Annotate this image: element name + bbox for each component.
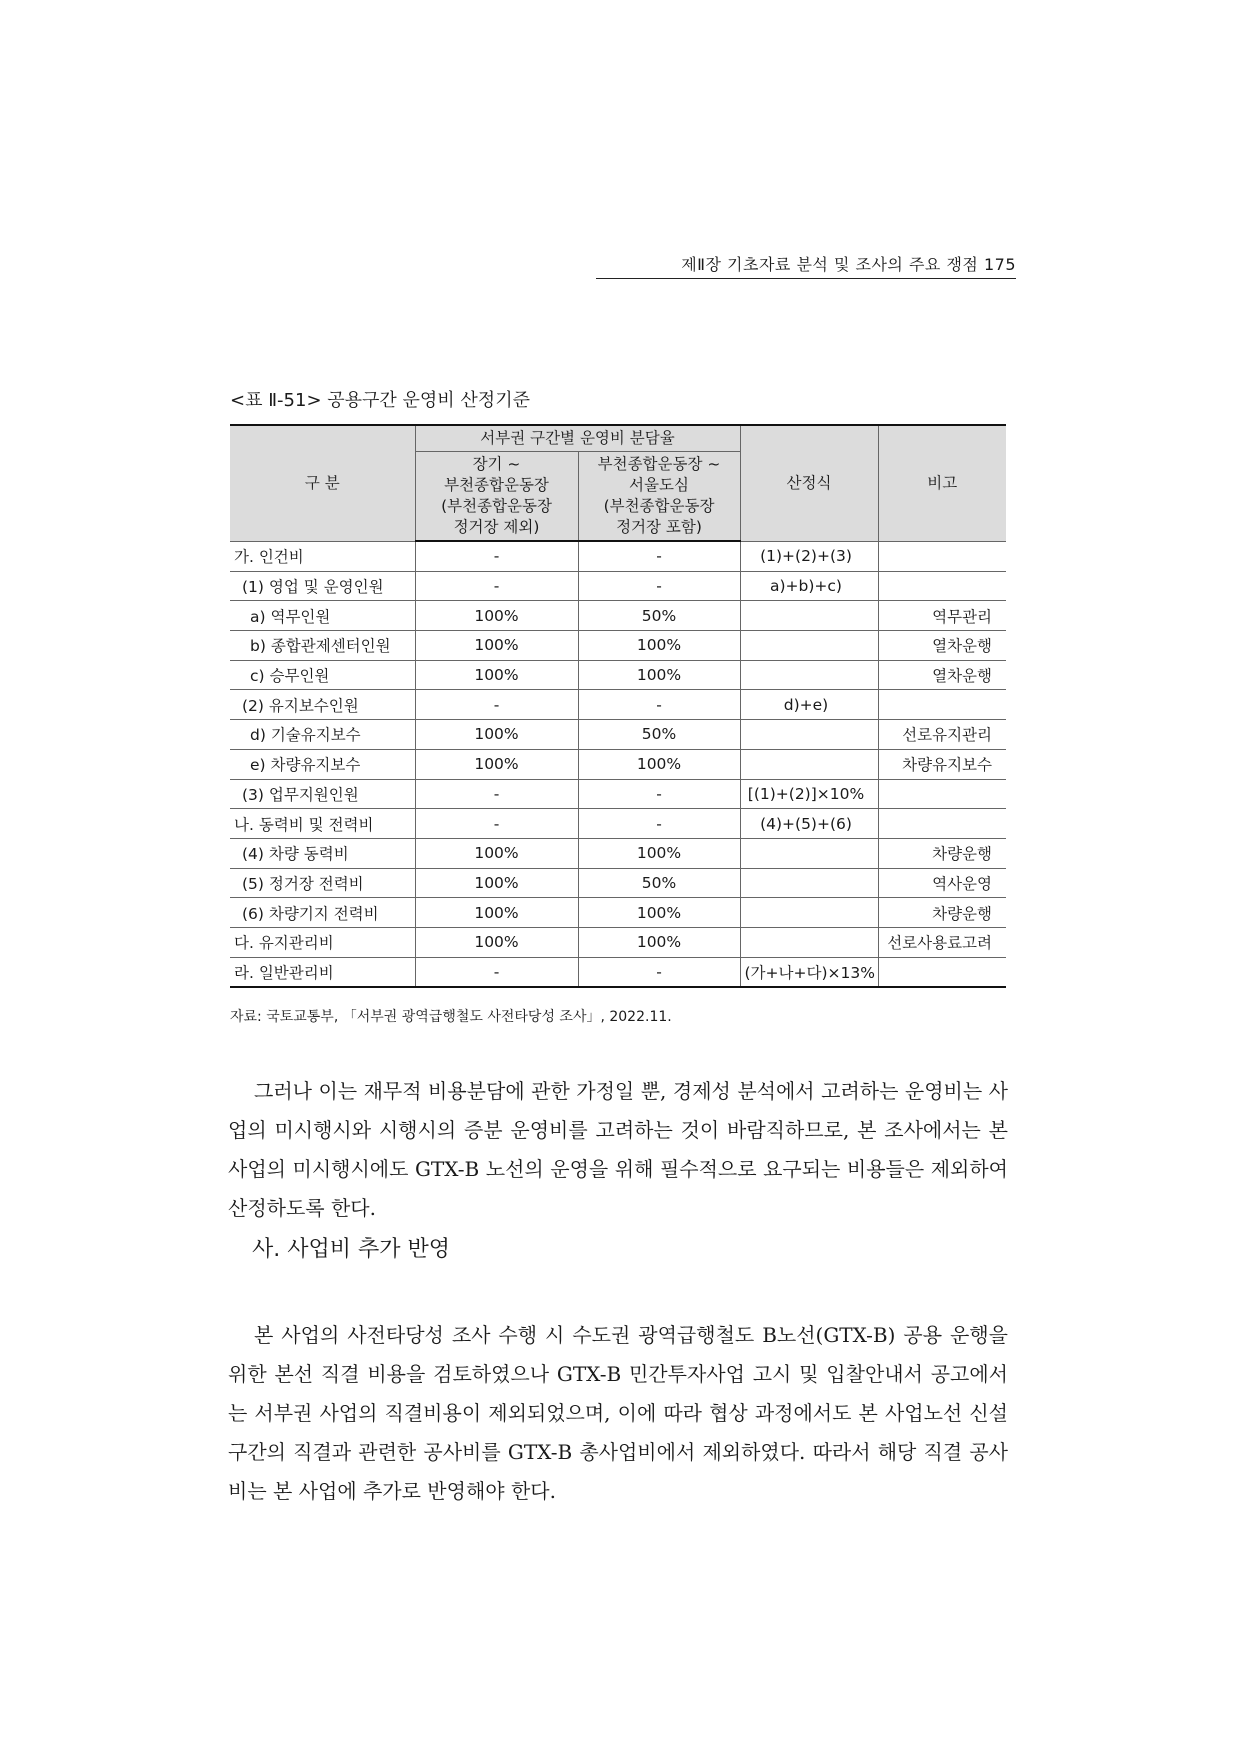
formula-cell — [740, 601, 878, 631]
table-row — [230, 601, 1006, 631]
remarks-cell: 역사운영 — [878, 868, 1006, 898]
table-row — [230, 809, 1006, 839]
formula-cell: (가+나+다)×13% — [740, 957, 878, 987]
cost-table-wrapper — [230, 424, 1006, 988]
share-section-b: - — [578, 957, 740, 987]
row-label: (4) 차량 동력비 — [230, 838, 415, 868]
table-row — [230, 660, 1006, 690]
remarks-cell: 역무관리 — [878, 601, 1006, 631]
remarks-cell — [878, 809, 1006, 839]
header-section-b-line: 서울도심 — [629, 476, 689, 494]
header-section-a-line: 부천종합운동장 — [444, 476, 549, 494]
running-header: 제Ⅱ장 기초자료 분석 및 조사의 주요 쟁점 175 — [596, 252, 1016, 279]
header-section-b — [578, 452, 740, 542]
table-row — [230, 779, 1006, 809]
remarks-cell — [878, 571, 1006, 601]
formula-cell: a)+b)+c) — [740, 571, 878, 601]
row-label: b) 종합관제센터인원 — [230, 631, 415, 661]
remarks-cell — [878, 779, 1006, 809]
share-section-a: 100% — [415, 601, 578, 631]
share-section-b: 50% — [578, 720, 740, 750]
share-section-b: 100% — [578, 898, 740, 928]
row-label: 라. 일반관리비 — [230, 957, 415, 987]
header-share-group: 서부권 구간별 운영비 분담율 — [415, 425, 740, 452]
share-section-a: - — [415, 541, 578, 571]
share-section-b: 100% — [578, 749, 740, 779]
section-heading: 사. 사업비 추가 반영 — [252, 1237, 450, 1262]
share-section-b: 100% — [578, 660, 740, 690]
header-formula: 산정식 — [740, 425, 878, 541]
share-section-b: - — [578, 690, 740, 720]
header-section-b-line: 부천종합운동장 ~ — [597, 455, 721, 473]
share-section-a: 100% — [415, 720, 578, 750]
share-section-a: - — [415, 957, 578, 987]
share-section-b: 50% — [578, 601, 740, 631]
share-section-a: - — [415, 571, 578, 601]
table-row — [230, 927, 1006, 957]
formula-cell: d)+e) — [740, 690, 878, 720]
row-label: e) 차량유지보수 — [230, 749, 415, 779]
row-label: d) 기술유지보수 — [230, 720, 415, 750]
share-section-b: - — [578, 809, 740, 839]
row-label: 나. 동력비 및 전력비 — [230, 809, 415, 839]
formula-cell — [740, 868, 878, 898]
table-caption: <표 Ⅱ-51> 공용구간 운영비 산정기준 — [230, 390, 530, 411]
formula-cell — [740, 660, 878, 690]
header-section-a-line: (부천종합운동장 — [441, 497, 552, 515]
share-section-a: 100% — [415, 898, 578, 928]
header-section-b-line: (부천종합운동장 — [603, 497, 715, 515]
table-row — [230, 898, 1006, 928]
header-remarks: 비고 — [878, 425, 1006, 541]
share-section-b: 50% — [578, 868, 740, 898]
share-section-b: - — [578, 571, 740, 601]
table-row — [230, 541, 1006, 571]
share-section-a: - — [415, 779, 578, 809]
header-section-a-line: 장기 ~ — [472, 455, 521, 473]
row-label: (5) 정거장 전력비 — [230, 868, 415, 898]
formula-cell — [740, 898, 878, 928]
body-paragraph-2: 본 사업의 사전타당성 조사 수행 시 수도권 광역급행철도 B노선(GTX-B) 공용 운행을 위한 본선 직결 비용을 검토하였으나 GTX-B 민간투자사업 고시 및 입찰안내서 공고에서는 서부권 사업의 직결비용이 제외되었으며, 이에 따라 협상 과정에서도 본 사업노선 신설구간의 직결과 관련한 공사비를 GTX-B 총사업비에서 제외하였다. 따라서 해당 직결 공사비는 본 사업에 추가로 반영해야 한다. — [228, 1323, 1008, 1503]
remarks-cell — [878, 957, 1006, 987]
row-label: (3) 업무지원인원 — [230, 779, 415, 809]
table-row — [230, 749, 1006, 779]
formula-cell — [740, 720, 878, 750]
operating-cost-table — [230, 424, 1006, 988]
remarks-cell: 차량유지보수 — [878, 749, 1006, 779]
table-row — [230, 571, 1006, 601]
formula-cell — [740, 631, 878, 661]
formula-cell — [740, 749, 878, 779]
table-row — [230, 868, 1006, 898]
header-section-b-line: 정거장 포함) — [616, 518, 702, 536]
share-section-a: 100% — [415, 927, 578, 957]
row-label: a) 역무인원 — [230, 601, 415, 631]
share-section-b: - — [578, 541, 740, 571]
formula-cell: (1)+(2)+(3) — [740, 541, 878, 571]
remarks-cell: 열차운행 — [878, 660, 1006, 690]
remarks-cell — [878, 690, 1006, 720]
share-section-a: - — [415, 809, 578, 839]
share-section-a: 100% — [415, 631, 578, 661]
share-section-b: 100% — [578, 631, 740, 661]
row-label: 가. 인건비 — [230, 541, 415, 571]
share-section-a: 100% — [415, 660, 578, 690]
row-label: (6) 차량기지 전력비 — [230, 898, 415, 928]
share-section-b: 100% — [578, 838, 740, 868]
formula-cell: [(1)+(2)]×10% — [740, 779, 878, 809]
header-category: 구 분 — [230, 425, 415, 541]
remarks-cell: 열차운행 — [878, 631, 1006, 661]
formula-cell: (4)+(5)+(6) — [740, 809, 878, 839]
remarks-cell: 차량운행 — [878, 838, 1006, 868]
remarks-cell: 차량운행 — [878, 898, 1006, 928]
row-label: c) 승무인원 — [230, 660, 415, 690]
formula-cell — [740, 838, 878, 868]
share-section-b: - — [578, 779, 740, 809]
row-label: 다. 유지관리비 — [230, 927, 415, 957]
header-section-a-line: 정거장 제외) — [453, 518, 540, 536]
share-section-a: 100% — [415, 838, 578, 868]
share-section-a: - — [415, 690, 578, 720]
header-section-a — [415, 452, 578, 542]
body-paragraph-1: 그러나 이는 재무적 비용분담에 관한 가정일 뿐, 경제성 분석에서 고려하는 운영비는 사업의 미시행시와 시행시의 증분 운영비를 고려하는 것이 바람직하므로, 본 조사에서는 본 사업의 미시행시에도 GTX-B 노선의 운영을 위해 필수적으로 요구되는 비용들은 제외하여 산정하도록 한다. — [228, 1079, 1008, 1220]
table-row — [230, 957, 1006, 987]
row-label: (2) 유지보수인원 — [230, 690, 415, 720]
share-section-a: 100% — [415, 749, 578, 779]
table-row — [230, 720, 1006, 750]
remarks-cell — [878, 541, 1006, 571]
share-section-b: 100% — [578, 927, 740, 957]
table-source-note: 자료: 국토교통부, 「서부권 광역급행철도 사전타당성 조사」, 2022.11. — [230, 1009, 672, 1025]
remarks-cell: 선로유지관리 — [878, 720, 1006, 750]
table-row — [230, 690, 1006, 720]
table-body — [230, 541, 1006, 987]
share-section-a: 100% — [415, 868, 578, 898]
table-row — [230, 838, 1006, 868]
formula-cell — [740, 927, 878, 957]
table-row — [230, 631, 1006, 661]
remarks-cell: 선로사용료고려 — [878, 927, 1006, 957]
row-label: (1) 영업 및 운영인원 — [230, 571, 415, 601]
